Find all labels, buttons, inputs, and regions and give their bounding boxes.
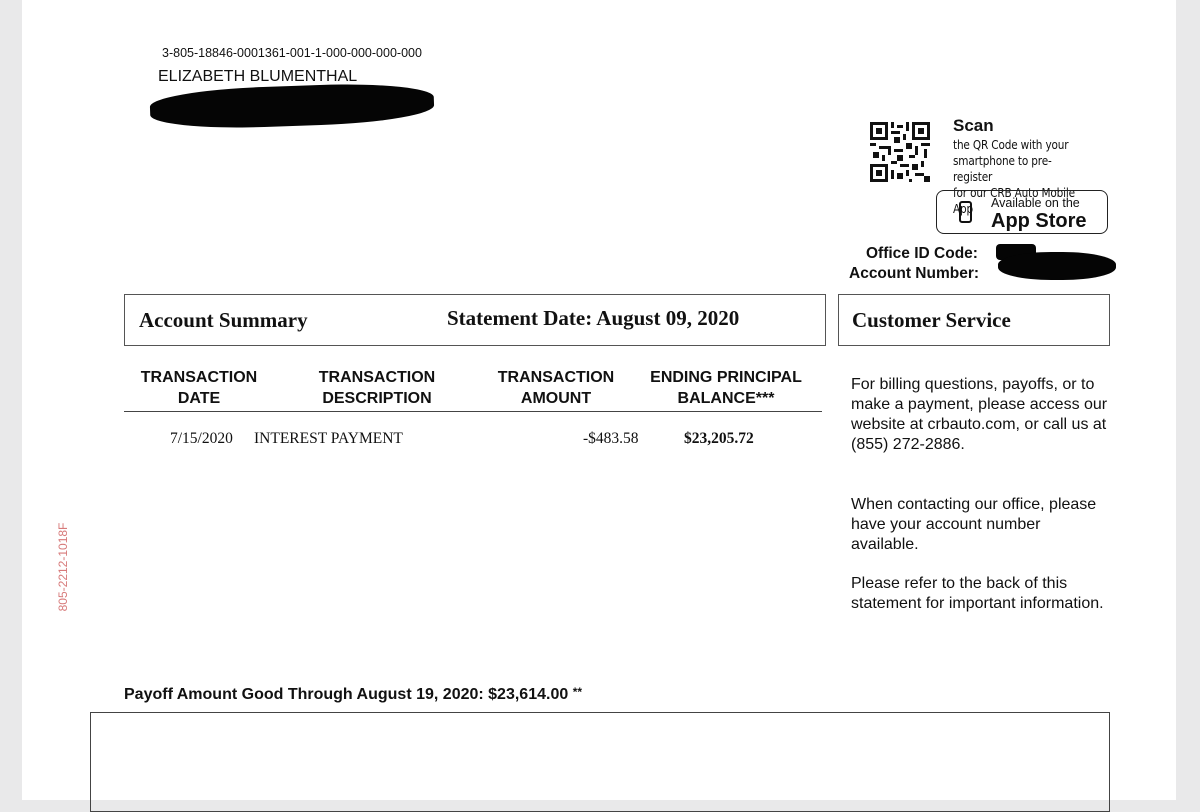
row-description: INTEREST PAYMENT: [254, 430, 403, 447]
qr-code-icon: [870, 122, 930, 182]
account-summary-title: Account Summary: [139, 308, 308, 332]
phone-icon: [959, 201, 972, 223]
app-store-big-text: App Store: [991, 210, 1087, 232]
header-transaction-date: TRANSACTION DATE: [140, 369, 258, 407]
header-transaction-amount: TRANSACTION AMOUNT: [497, 369, 615, 407]
statement-date: Statement Date: August 09, 2020: [447, 306, 740, 330]
customer-service-title: Customer Service: [852, 308, 1011, 332]
payoff-marker: **: [572, 685, 583, 699]
bottom-section-box: [90, 712, 1110, 812]
scan-instructions: the QR Code with your smartphone to pre-register for our CRB Auto Mobile App: [953, 137, 1075, 216]
account-number-label: Account Number:: [849, 265, 980, 282]
cs-paragraph-contact: When contacting our office, please have your account number available.: [851, 496, 1097, 553]
reference-number: 3-805-18846-0001361-001-1-000-000-000-000: [162, 46, 422, 60]
header-transaction-description: TRANSACTION DESCRIPTION: [318, 369, 436, 407]
cs-paragraph-refer: Please refer to the back of this statement for important information.: [851, 575, 1104, 612]
payoff-amount: [124, 685, 582, 704]
side-form-code: 805-2212-1018F: [56, 522, 70, 612]
payoff-label: Payoff Amount Good Through August 19, 2020: $23,614.00: [124, 686, 569, 703]
account-summary-header: [124, 294, 826, 346]
table-header-rule: [124, 411, 822, 412]
office-id-label: Office ID Code:: [866, 245, 978, 262]
row-date: 7/15/2020: [170, 430, 233, 447]
customer-service-header: [838, 294, 1110, 346]
redaction-account-number: [998, 252, 1116, 280]
customer-name: ELIZABETH BLUMENTHAL: [158, 68, 358, 85]
header-ending-balance: ENDING PRINCIPAL BALANCE***: [650, 369, 802, 407]
scan-title: Scan: [953, 116, 994, 135]
app-store-badge[interactable]: [936, 190, 1108, 234]
app-store-small-text: Available on the: [991, 196, 1080, 210]
row-amount: -$483.58: [583, 430, 639, 447]
row-balance: $23,205.72: [684, 430, 754, 447]
cs-paragraph-billing: For billing questions, payoffs, or to make a payment, please access our website at crbauto.com, or call us at (855) 272-2886.: [851, 376, 1108, 453]
